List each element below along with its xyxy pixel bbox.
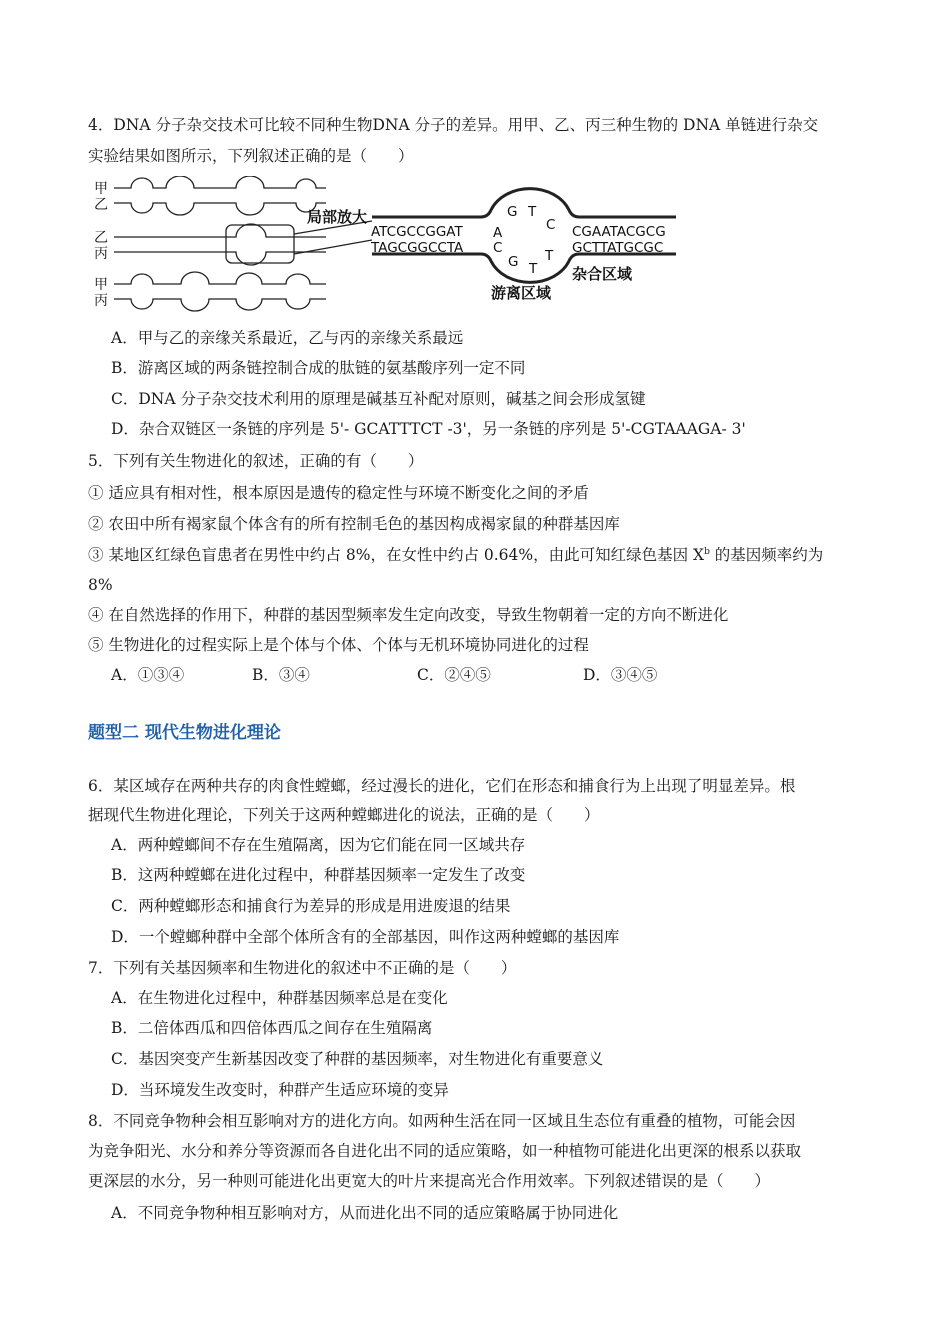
q8-stem-line2: 为竞争阳光、水分和养分等资源而各自进化出不同的适应策略，如一种植物可能进化出更深的根系以获取	[88, 1142, 802, 1160]
q4-stem-line2: 实验结果如图所示，下列叙述正确的是（ ）	[88, 147, 414, 165]
pair3-label-a: 甲	[94, 277, 108, 293]
left-bottom-sequence: TAGCGGCCTA	[371, 240, 464, 256]
q5-item-3-superscript: b	[704, 546, 710, 557]
q6-stem-line2: 据现代生物进化理论，下列关于这两种螳螂进化的说法，正确的是（ ）	[88, 806, 600, 824]
q7-option-d: D．当环境发生改变时，种群产生适应环境的变异	[111, 1081, 449, 1099]
pair1-label-a: 甲	[94, 181, 108, 197]
right-top-sequence: CGAATACGCG	[572, 224, 666, 240]
q4-option-d: D．杂合双链区一条链的序列是 5'- GCATTTCT -3'，另一条链的序列是 5'-CGTAAAGA- 3'	[111, 420, 746, 438]
q7-stem: 7．下列有关基因频率和生物进化的叙述中不正确的是（ ）	[88, 959, 517, 977]
q5-item-3-continued: 8%	[88, 576, 113, 594]
right-bottom-sequence: GCTTATGCGC	[572, 240, 664, 256]
loop-bottom-base-2: G	[508, 254, 519, 270]
loop-top-base-2: G	[507, 204, 518, 220]
loop-top-base-3: T	[528, 204, 537, 220]
q4-option-c: C．DNA 分子杂交技术利用的原理是碱基互补配对原则，碱基之间会形成氢键	[111, 390, 646, 408]
q7-option-c: C．基因突变产生新基因改变了种群的基因频率，对生物进化有重要意义	[111, 1050, 604, 1068]
q5-item-4: ④ 在自然选择的作用下，种群的基因型频率发生定向改变，导致生物朝着一定的方向不断进化	[88, 606, 729, 624]
q5-item-3	[88, 544, 823, 566]
q4-stem-line1: 4．DNA 分子杂交技术可比较不同种生物DNA 分子的差异。用甲、乙、丙三种生物的 DNA 单链进行杂交	[88, 116, 819, 134]
q8-stem-line1: 8．不同竞争物种会相互影响对方的进化方向。如两种生活在同一区域且生态位有重叠的植物，可能会因	[88, 1112, 796, 1130]
q4-option-a: A．甲与乙的亲缘关系最近，乙与丙的亲缘关系最远	[111, 329, 464, 347]
q5-option-c: C．②④⑤	[417, 666, 491, 684]
q8-stem-line3: 更深层的水分，另一种则可能进化出更宽大的叶片来提高光合作用效率。下列叙述错误的是（ ）	[88, 1172, 771, 1190]
q6-option-b: B．这两种螳螂在进化过程中，种群基因频率一定发生了改变	[111, 866, 526, 884]
loop-top-base-4: C	[546, 217, 556, 233]
q4-option-b: B．游离区域的两条链控制合成的肽链的氨基酸序列一定不同	[111, 359, 526, 377]
zoom-label: 局部放大	[307, 208, 368, 226]
q5-item-5: ⑤ 生物进化的过程实际上是个体与个体、个体与无机环境协同进化的过程	[88, 636, 589, 654]
q6-option-a: A．两种螳螂间不存在生殖隔离，因为它们能在同一区域共存	[111, 836, 526, 854]
free-region-label: 游离区域	[491, 284, 552, 302]
pair2-label-b: 丙	[94, 246, 108, 262]
loop-top-base-1: A	[493, 225, 503, 241]
q7-option-b: B．二倍体西瓜和四倍体西瓜之间存在生殖隔离	[111, 1019, 433, 1037]
pair3-label-b: 丙	[94, 293, 108, 309]
hybrid-region-label: 杂合区域	[572, 265, 633, 283]
q5-option-d: D．③④⑤	[583, 666, 658, 684]
loop-bottom-base-4: T	[545, 248, 554, 264]
pair1-label-b: 乙	[94, 197, 108, 213]
q5-item-2: ② 农田中所有褐家鼠个体含有的所有控制毛色的基因构成褐家鼠的种群基因库	[88, 515, 620, 533]
q5-option-a: A．①③④	[111, 666, 185, 684]
q5-option-b: B．③④	[252, 666, 310, 684]
q6-option-d: D．一个螳螂种群中全部个体所含有的全部基因，叫作这两种螳螂的基因库	[111, 928, 620, 946]
left-top-sequence: ATCGCCGGAT	[371, 224, 463, 240]
dna-hybridization-figure	[86, 176, 686, 316]
q8-option-a: A．不同竞争物种相互影响对方，从而进化出不同的适应策略属于协同进化	[111, 1204, 619, 1222]
q7-option-a: A．在生物进化过程中，种群基因频率总是在变化	[111, 989, 448, 1007]
q5-item-1: ① 适应具有相对性，根本原因是遗传的稳定性与环境不断变化之间的矛盾	[88, 484, 589, 502]
loop-bottom-base-1: C	[493, 240, 503, 256]
q6-stem-line1: 6．某区域存在两种共存的肉食性螳螂，经过漫长的进化，它们在形态和捕食行为上出现了明显差异。根	[88, 777, 796, 795]
q6-option-c: C．两种螳螂形态和捕食行为差异的形成是用进废退的结果	[111, 897, 511, 915]
q5-stem: 5．下列有关生物进化的叙述，正确的有（ ）	[88, 452, 424, 470]
pair2-label-a: 乙	[94, 230, 108, 246]
q5-item-3-text: ③ 某地区红绿色盲患者在男性中约占 8%，在女性中约占 0.64%，由此可知红绿色基因 X	[88, 546, 705, 564]
q5-item-3-text-end: 的基因频率约为	[709, 546, 824, 564]
section-heading: 题型二 现代生物进化理论	[88, 723, 281, 743]
loop-bottom-base-3: T	[529, 261, 538, 277]
